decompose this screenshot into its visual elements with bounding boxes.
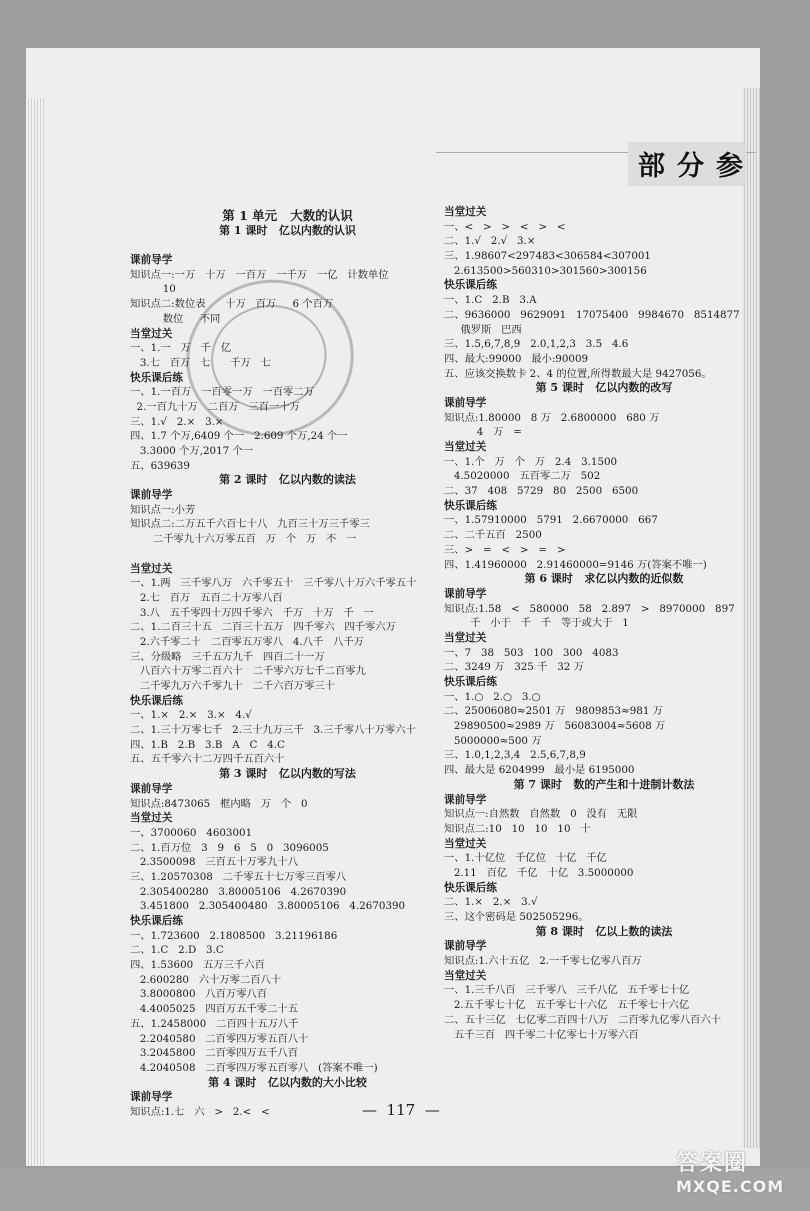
- page-edge-left: [26, 98, 44, 1166]
- answer-line: 三、这个密码是 502505296。: [444, 911, 589, 923]
- answer-line: 二、37 408 5729 80 2500 6500: [444, 485, 639, 498]
- answer-line: 二、1.C 2.D 3.C: [130, 944, 224, 957]
- lesson-title: 第 4 课时 亿以内数的大小比较: [208, 1075, 367, 1089]
- answer-line: 知识点一:自然数 自然数 0 没有 无限: [444, 808, 638, 821]
- answer-line: 一、1.C 2.B 3.A: [444, 294, 537, 307]
- answer-line: 一、1.× 2.× 3.× 4.√: [130, 709, 252, 722]
- answer-line: 3.3000 个万,2017 个一: [130, 445, 254, 457]
- section-heading: 快乐课后练: [444, 279, 497, 292]
- section-heading: 课前导学: [444, 396, 487, 409]
- section-heading: 当堂过关: [130, 812, 173, 825]
- page-header-title: 部分参: [638, 151, 755, 182]
- answer-line: 俄罗斯 巴西: [444, 323, 522, 336]
- answer-line: 四、1.53600 五万三千六百: [130, 959, 265, 972]
- answer-line: 三、1.√ 2.× 3.×: [130, 415, 224, 428]
- answer-line: 三、> = < > = >: [444, 543, 566, 556]
- answer-line: 知识点一:小芳: [130, 503, 196, 516]
- lesson-title: 第 7 课时 数的产生和十进制计数法: [513, 777, 695, 791]
- answer-line: 二千零九十六万零五百 万 个 万 不 一: [130, 533, 357, 546]
- answer-line: [130, 238, 445, 253]
- answer-line: 一、3700060 4603001: [130, 826, 253, 839]
- answer-line: 29890500≈2989 万 56083004≈5608 万: [444, 720, 666, 733]
- answer-line: 4.2040508 二百零四万零五百零八 (答案不唯一): [130, 1061, 378, 1074]
- answer-line: 二、1.百万位 3 9 6 5 0 3096005: [130, 841, 329, 854]
- answer-line: 5000000≈500 万: [444, 734, 542, 747]
- answer-line: 三、分级略 三千五万九千 四百二十一万: [130, 650, 325, 663]
- section-heading: 课前导学: [130, 782, 173, 795]
- answer-line: 二、五十三亿 七亿零二百四十八万 二百零九亿零八百六十: [444, 1013, 722, 1026]
- answer-line: 二千零九万六千零九十 二千六百万零三十: [130, 680, 335, 692]
- unit-title: 第 1 单元 大数的认识: [222, 209, 353, 223]
- answer-line: 四、最大是 6204999 最小是 6195000: [444, 764, 635, 777]
- answer-line: 一、1.三千八百 三千零八 三千八亿 五千零七十亿: [444, 984, 690, 997]
- answer-line: 五、1.2458000 二百四十五万八千: [130, 1017, 299, 1030]
- right-column: [444, 205, 760, 1042]
- answer-page: [26, 48, 760, 1166]
- answer-line: 知识点:1.六十五亿 2.一千零七亿零八百万: [444, 955, 642, 968]
- answer-line: 一、7 38 503 100 300 4083: [444, 646, 619, 659]
- watermark: [676, 1146, 804, 1206]
- answer-line: 2.六千零二十 二百零五万零八 4.八千 八千万: [130, 635, 364, 648]
- answer-line: 二、25006080≈2501 万 9809853≈981 万: [444, 705, 663, 718]
- answer-line: 3.451800 2.305400480 3.80005106 4.2670390: [130, 900, 406, 913]
- section-heading: 课前导学: [130, 489, 173, 502]
- section-heading: 快乐课后练: [130, 694, 183, 707]
- answer-line: 二、1.二百三十五 二百三十五万 四千零六 四千零六万: [130, 621, 396, 634]
- answer-line: 4.5020000 五百零二万 502: [444, 470, 601, 483]
- answer-line: 一、< > > < > <: [444, 220, 566, 233]
- answer-line: 五、639639: [130, 459, 190, 472]
- section-heading: 课前导学: [444, 587, 487, 600]
- section-heading: 当堂过关: [444, 969, 487, 982]
- section-heading: 快乐课后练: [444, 881, 497, 894]
- answer-line: 二、二千五百 2500: [444, 529, 542, 542]
- answer-line: 八百六十万零二百六十 二千零六万七千二百零九: [130, 665, 366, 678]
- answer-line: 一、1.○ 2.○ 3.○: [444, 690, 541, 703]
- answer-line: 2.七 百万 五百二十万零八百: [130, 591, 283, 604]
- answer-line: 四、1.7 个万,6409 个一 2.609 个万,24 个一: [130, 430, 348, 443]
- section-heading: 当堂过关: [130, 562, 173, 575]
- answer-line: 四、最大:99000 最小:90009: [444, 352, 589, 365]
- answer-line: 一、1.723600 2.1808500 3.21196186: [130, 929, 338, 942]
- lesson-title: 第 8 课时 亿以上数的读法: [535, 924, 673, 938]
- section-heading: 当堂过关: [130, 327, 173, 340]
- lesson-title: 第 5 课时 亿以内数的改写: [535, 381, 673, 395]
- answer-line: 2.五千零七十亿 五千零七十六亿 五千零七十六亿: [444, 999, 690, 1012]
- answer-line: 2.一百九十万 二百万 三百一十万: [130, 400, 300, 413]
- answer-line: 千 小于 千 千 等于或大于 1: [444, 617, 629, 630]
- section-heading: 快乐课后练: [444, 499, 497, 512]
- section-heading: 课前导学: [130, 1091, 173, 1104]
- answer-line: 2.2040580 二百零四万零五百八十: [130, 1032, 309, 1045]
- lesson-title: 第 6 课时 求亿以内数的近似数: [524, 572, 684, 586]
- answer-line: 三、1.20570308 二千零五十七万零三百零八: [130, 870, 347, 883]
- answer-line: 二、1.× 2.× 3.√: [444, 896, 538, 909]
- section-heading: 快乐课后练: [444, 676, 497, 688]
- answer-line: 知识点:8473065 框内略 万 个 0: [130, 797, 308, 810]
- answer-line: 知识点二:二万五千六百七十八 九百三十万三千零三: [130, 518, 370, 531]
- answer-line: 一、1.个 万 个 万 2.4 3.1500: [444, 455, 618, 468]
- section-heading: 当堂过关: [444, 206, 487, 218]
- answer-line: [130, 547, 445, 562]
- watermark-logo: 答案圈: [676, 1151, 749, 1176]
- answer-line: 四、1.B 2.B 3.B A C 4.C: [130, 738, 285, 751]
- section-heading: 当堂过关: [444, 631, 487, 644]
- answer-line: 二、1.三十万零七千 2.三十九万三千 3.三千零八十万零六十: [130, 724, 416, 737]
- answer-line: 一、1.十亿位 千亿位 十亿 千亿: [444, 852, 607, 865]
- answer-line: 五、五千零六十二万四千五百六十: [130, 753, 285, 766]
- answer-line: 2.600280 六十万零二百八十: [130, 973, 282, 986]
- answer-line: 知识点:1.七 六 > 2.< <: [130, 1105, 270, 1118]
- section-heading: 当堂过关: [444, 837, 487, 850]
- section-heading: 课前导学: [444, 793, 487, 806]
- answer-line: 一、1.一百万 一百零一万 一百零二万: [130, 386, 314, 399]
- answer-line: 三、1.0,1,2,3,4 2.5,6,7,8,9: [444, 749, 586, 762]
- answer-line: 10: [130, 283, 176, 296]
- answer-line: 4.4005025 四百万五千零二十五: [130, 1003, 298, 1016]
- lesson-title: 第 2 课时 亿以内数的读法: [219, 473, 356, 487]
- answer-line: 2.3500098 三百五十万零九十八: [130, 856, 298, 869]
- answer-line: 知识点:1.80000 8 万 2.6800000 680 万: [444, 411, 660, 424]
- answer-line: 3.2045800 二百零四万五千八百: [130, 1047, 298, 1060]
- answer-line: 一、1.一 万 千 亿: [130, 342, 232, 355]
- section-heading: 课前导学: [130, 254, 173, 267]
- answer-line: 知识点:1.58 < 580000 58 2.897 > 8970000 897: [444, 602, 735, 615]
- lesson-title: 第 1 课时 亿以内数的认识: [219, 223, 356, 237]
- answer-line: 3.八 五千零四十万四千零六 千万 十万 千 一: [130, 606, 374, 619]
- answer-line: 三、1.98607<297483<306584<307001: [444, 250, 651, 263]
- answer-line: 四、1.41960000 2.91460000=9146 万(答案不唯一): [444, 558, 707, 571]
- answer-line: 数位 不同: [130, 312, 221, 325]
- answer-line: 二、3249 万 325 千 32 万: [444, 661, 584, 674]
- answer-line: 3.8000800 八百万零八百: [130, 988, 268, 1001]
- answer-line: 知识点一:一万 十万 一百万 一千万 一亿 计数单位: [130, 268, 389, 281]
- answer-line: 二、1.√ 2.√ 3.×: [444, 235, 536, 248]
- answer-line: 4 万 =: [444, 426, 522, 439]
- watermark-url: MXQE.COM: [676, 1177, 785, 1196]
- section-heading: 快乐课后练: [130, 371, 183, 384]
- answer-line: 一、1.两 三千零八万 六千零五十 三千零八十万六千零五十: [130, 577, 417, 590]
- section-heading: 当堂过关: [444, 441, 487, 453]
- answer-line: 2.11 百亿 千亿 十亿 3.5000000: [444, 866, 634, 879]
- answer-line: 五千三百 四千零二十亿零七十万零六百: [444, 1028, 639, 1041]
- section-heading: 快乐课后练: [130, 915, 183, 927]
- answer-line: 知识点二:10 10 10 10 十: [444, 822, 591, 835]
- left-column: [130, 209, 445, 1120]
- answer-line: 五、应该交换数卡 2、4 的位置,所得数最大是 9427056。: [444, 367, 712, 380]
- page-number: — 117 —: [362, 1101, 440, 1119]
- answer-line: 2.613500>560310>301560>300156: [444, 264, 647, 277]
- answer-line: 三、1.5,6,7,8,9 2.0,1,2,3 3.5 4.6: [444, 338, 629, 351]
- lesson-title: 第 3 课时 亿以内数的写法: [219, 767, 356, 781]
- answer-line: 一、1.57910000 5791 2.6670000 667: [444, 514, 658, 527]
- section-heading: 课前导学: [444, 940, 487, 953]
- answer-line: 二、9636000 9629091 17075400 9984670 8514877: [444, 308, 740, 321]
- answer-line: 知识点二:数位表 十万 百万 6 个百万: [130, 298, 334, 311]
- answer-line: 2.305400280 3.80005106 4.2670390: [130, 885, 347, 898]
- answer-line: 3.七 百万 七 千万 七: [130, 356, 271, 369]
